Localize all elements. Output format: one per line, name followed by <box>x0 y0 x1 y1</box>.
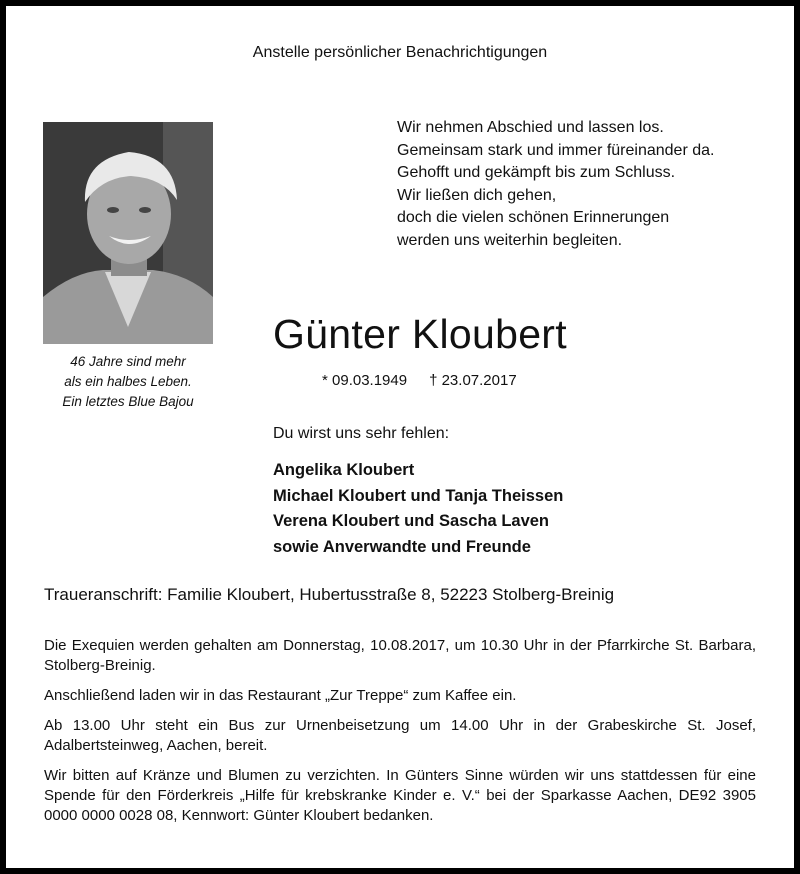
mourners-list <box>273 458 563 560</box>
life-dates <box>322 372 517 389</box>
death-date: † 23.07.2017 <box>429 372 517 389</box>
missed-text: Du wirst uns sehr fehlen: <box>273 425 450 442</box>
poem-line: Wir ließen dich gehen, <box>397 186 557 204</box>
mourner-line: Angelika Kloubert <box>273 461 415 479</box>
poem-line: werden uns weiterhin begleiten. <box>397 231 623 249</box>
mourner-line: Verena Kloubert und Sascha Laven <box>273 512 550 530</box>
funeral-details <box>44 636 756 836</box>
details-paragraph: Die Exequien werden gehalten am Donnerstag, 10.08.2017, um 10.30 Uhr in der Pfarrkirche St. Barbara, Stolberg-Breinig. <box>44 637 756 674</box>
portrait-illustration <box>43 122 213 344</box>
poem-line: Gemeinsam stark und immer füreinander da. <box>397 141 715 159</box>
photo-caption <box>30 352 226 412</box>
mourner-line: Michael Kloubert und Tanja Theissen <box>273 486 564 505</box>
caption-line: als ein halbes Leben. <box>64 374 192 389</box>
deceased-name: Günter Kloubert <box>273 311 567 357</box>
mourner-line: sowie Anverwandte und Freunde <box>273 537 531 556</box>
mourning-address: Traueranschrift: Familie Kloubert, Hubertusstraße 8, 52223 Stolberg-Breinig <box>44 585 615 604</box>
portrait-photo <box>43 122 213 344</box>
caption-line: 46 Jahre sind mehr <box>70 354 186 369</box>
poem-line: Gehofft und gekämpft bis zum Schluss. <box>397 164 676 181</box>
poem-line: Wir nehmen Abschied und lassen los. <box>397 119 664 136</box>
details-paragraph: Ab 13.00 Uhr steht ein Bus zur Urnenbeisetzung um 14.00 Uhr in der Grabeskirche St. Josef, Adalbertsteinweg, Aachen, bereit. <box>44 717 756 754</box>
caption-line: Ein letztes Blue Bajou <box>62 394 194 409</box>
poem-line: doch die vielen schönen Erinnerungen <box>397 209 670 226</box>
birth-date: * 09.03.1949 <box>322 372 408 389</box>
details-paragraph: Wir bitten auf Kränze und Blumen zu verzichten. In Günters Sinne würden wir uns stattdessen für eine Spende für den Förderkreis „Hilfe für krebskranke Kinder e. V.“ bei der Sparkasse Aachen, DE92 3905 0000 0000 0028 08, Kennwort: Günter Kloubert bedanken. <box>44 767 756 824</box>
details-paragraph: Anschließend laden wir in das Restaurant „Zur Treppe“ zum Kaffee ein. <box>44 687 517 704</box>
poem <box>397 117 714 252</box>
notice-header: Anstelle persönlicher Benachrichtigungen <box>252 44 548 61</box>
